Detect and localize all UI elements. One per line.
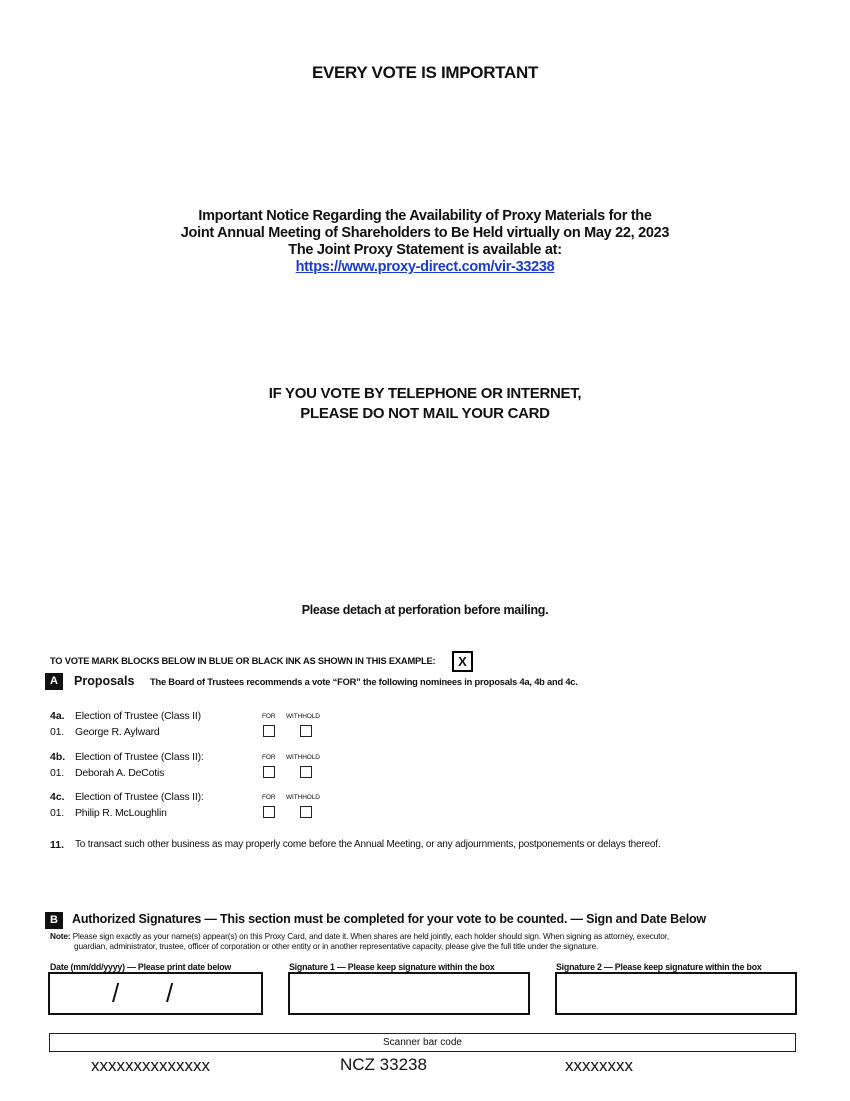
signatures-heading: Authorized Signatures — This section must be completed for your vote to be counted. — Sign and Date Below [72, 912, 706, 926]
proposal-title: Election of Trustee (Class II): [75, 751, 204, 763]
proposals-heading: Proposals [74, 674, 135, 688]
date-label: Date (mm/dd/yyyy) — Please print date below [50, 962, 232, 972]
nominee-name: Deborah A. DeCotis [75, 767, 165, 779]
signature-2-label: Signature 2 — Please keep signature within the box [556, 962, 762, 972]
vote-instruction: TO VOTE MARK BLOCKS BELOW IN BLUE OR BLACK INK AS SHOWN IN THIS EXAMPLE: [50, 656, 436, 666]
withhold-label: WITHHOLD [286, 794, 320, 801]
scanner-bar-code-box: Scanner bar code [49, 1033, 796, 1052]
for-checkbox-4c[interactable] [263, 806, 275, 818]
signature-1-field[interactable] [288, 972, 530, 1015]
note-line-1: Please sign exactly as your name(s) appear(s) on this Proxy Card, and date it. When shares are held jointly, each holder should sign. When signing as attorney, executor, [72, 931, 670, 941]
note-label: Note: [50, 931, 71, 941]
proposal-number: 4b. [50, 751, 66, 763]
date-field[interactable] [48, 972, 263, 1015]
footer-code-left: xxxxxxxxxxxxxx [91, 1056, 210, 1075]
notice-line-1: Important Notice Regarding the Availability of Proxy Materials for the [198, 208, 652, 224]
page-title: EVERY VOTE IS IMPORTANT [311, 63, 539, 82]
nominee-number: 01. [50, 726, 64, 738]
section-b-badge: B [45, 912, 63, 929]
nominee-name: Philip R. McLoughlin [75, 807, 167, 819]
date-slash: / [112, 978, 120, 1008]
proposal-title: Election of Trustee (Class II): [75, 791, 204, 803]
signature-1-label: Signature 1 — Please keep signature within the box [289, 962, 495, 972]
nominee-name: George R. Aylward [75, 726, 160, 738]
withhold-checkbox-4b[interactable] [300, 766, 312, 778]
withhold-label: WITHHOLD [286, 754, 320, 761]
proposal-number: 4a. [50, 710, 65, 722]
nominee-number: 01. [50, 807, 64, 819]
signature-2-field[interactable] [555, 972, 797, 1015]
note-line-2: guardian, administrator, trustee, officer of corporation or other entity or in another representative capacity, please give the full title under the signature. [74, 940, 599, 951]
nominee-number: 01. [50, 767, 64, 779]
section-a-badge: A [45, 673, 63, 690]
item-11-number: 11. [50, 839, 65, 851]
withhold-checkbox-4a[interactable] [300, 725, 312, 737]
warning-line-1: IF YOU VOTE BY TELEPHONE OR INTERNET, [268, 385, 582, 402]
notice-line-2: Joint Annual Meeting of Shareholders to Be Held virtually on May 22, 2023 [180, 225, 670, 241]
withhold-checkbox-4c[interactable] [300, 806, 312, 818]
detach-instruction: Please detach at perforation before mailing. [301, 603, 549, 617]
signature-note [50, 932, 790, 951]
proxy-notice [0, 208, 850, 276]
proposal-title: Election of Trustee (Class II) [75, 710, 201, 722]
vote-warning [0, 384, 850, 424]
footer-code-right: xxxxxxxx [565, 1056, 633, 1075]
for-label: FOR [262, 713, 276, 720]
example-mark-box: X [452, 651, 473, 672]
proxy-statement-link[interactable]: https://www.proxy-direct.com/vir-33238 [295, 259, 555, 275]
warning-line-2: PLEASE DO NOT MAIL YOUR CARD [300, 405, 550, 422]
notice-line-3: The Joint Proxy Statement is available at: [288, 242, 562, 258]
footer-code-mid: NCZ 33238 [340, 1055, 427, 1074]
for-label: FOR [262, 794, 276, 801]
date-slash: / [166, 978, 174, 1008]
for-checkbox-4b[interactable] [263, 766, 275, 778]
for-label: FOR [262, 754, 276, 761]
item-11-text: To transact such other business as may properly come before the Annual Meeting, or any adjournments, postponements or delays thereof. [75, 839, 661, 850]
for-checkbox-4a[interactable] [263, 725, 275, 737]
proposal-number: 4c. [50, 791, 65, 803]
withhold-label: WITHHOLD [286, 713, 320, 720]
board-recommendation: The Board of Trustees recommends a vote “FOR” the following nominees in proposals 4a, 4b and 4c. [150, 677, 578, 687]
